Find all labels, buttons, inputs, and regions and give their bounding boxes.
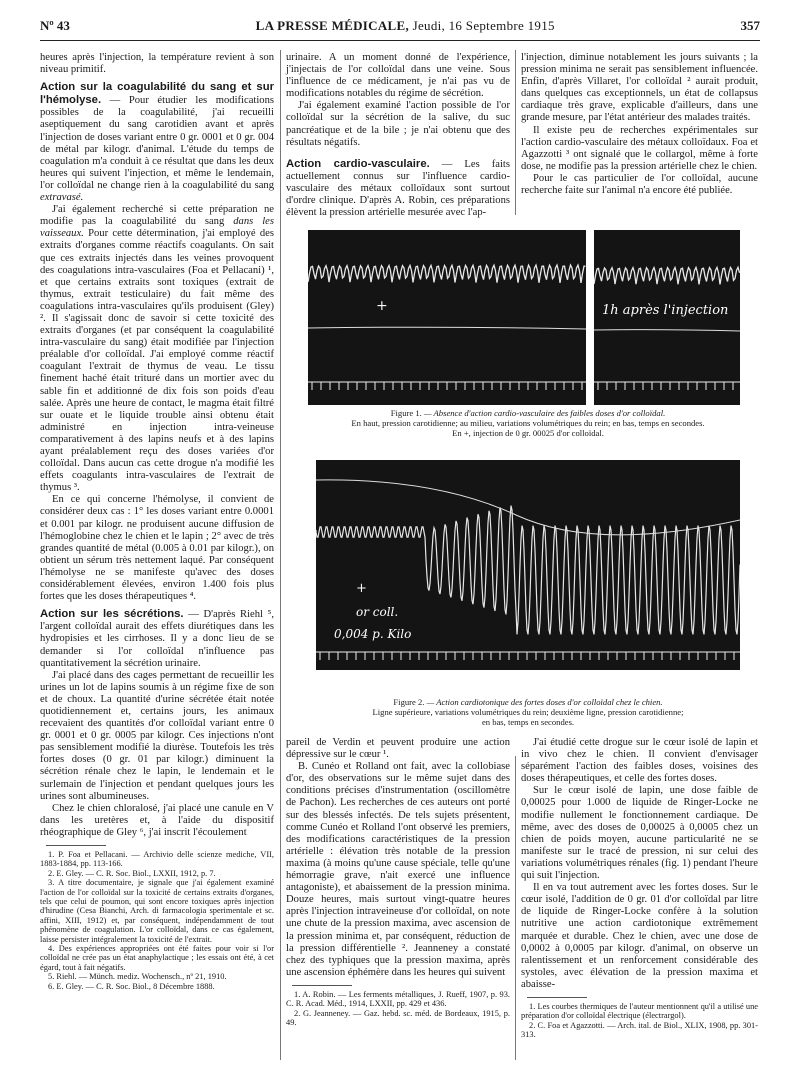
- journal-name: LA PRESSE MÉDICALE,: [255, 18, 410, 33]
- caption-label: Figure 1.: [390, 408, 422, 418]
- caption-title: — Action cardiotonique des fortes doses d'or colloïdal chez le chien.: [426, 697, 663, 707]
- caption-line: En +, injection de 0 gr. 00025 d'or colloïdal.: [452, 428, 604, 438]
- footnote: 1. P. Foa et Pellacani. — Archivio delle scienze mediche, VII, 1883-1884, pp. 113-166.: [40, 850, 274, 869]
- footnote: 1. Les courbes thermiques de l'auteur mentionnent qu'il a utilisé une préparation d'or colloïdal électrique (électrargol).: [521, 1001, 758, 1021]
- paragraph: Chez le chien chloralosé, j'ai placé une canule en V dans les uretères et, à l'aide du dispositif rhéographique de Gley ⁶, j'ai inscrit l'écoulement: [40, 802, 274, 838]
- column-divider: [515, 50, 516, 215]
- paragraph: heures après l'injection, la température revient à son niveau primitif.: [40, 52, 274, 76]
- paragraph-text: — Les faits actuellement connus sur l'influence cardio-vasculaire des métaux colloïdaux sont surtout d'ordre clinique. D'après A. Robin, ces préparations élèvent la pression artérielle mesurée avec l'ap-: [286, 158, 510, 219]
- injection-marker: +: [376, 298, 388, 314]
- section-heading: Action sur la coagulabilité du sang et sur l'hémolyse.: [40, 81, 274, 107]
- paragraph: [40, 608, 274, 669]
- paragraph-text: — D'après Riehl ⁵, l'argent colloïdal aurait des effets diurétiques dans les hydropisies et les cirrhoses. Il y a donc lieu de se demander si l'or colloïdal n'influence pas quantitativement la sécrétion urinaire.: [40, 609, 275, 669]
- kymograph-trace: [594, 230, 740, 405]
- paragraph: Pour le cas particulier de l'or colloïdal, aucune recherche faite sur l'animal n'a encore été publiée.: [521, 172, 758, 197]
- column-divider: [280, 50, 281, 1060]
- section-heading: Action sur les sécrétions.: [40, 608, 184, 621]
- figure-1-trace-right: [594, 230, 740, 405]
- footnote: 2. G. Jeanneney. — Gaz. hebd. sc. méd. de Bordeaux, 1915, p. 49.: [286, 1008, 510, 1028]
- footnotes: [521, 1002, 758, 1040]
- footnote: 5. Riehl. — Münch. mediz. Wochensch., nº 21, 1910.: [48, 972, 227, 982]
- paragraph: pareil de Verdin et peuvent produire une action dépressive sur le cœur ¹.: [286, 737, 510, 761]
- section-heading: Action cardio-vasculaire.: [286, 157, 430, 170]
- caption-line: En haut, pression carotidienne; au milieu, variations volumétriques du rein; en bas, temps en secondes.: [351, 418, 705, 428]
- figure-2-trace: [316, 460, 740, 670]
- figure-1-caption: [300, 408, 756, 438]
- paragraph: [40, 204, 274, 494]
- column-divider: [515, 756, 516, 1060]
- footnote: 6. E. Gley. — C. R. Soc. Biol., 8 Décembre 1888.: [48, 981, 215, 991]
- figure-annotation: 1h après l'injection: [602, 303, 729, 318]
- paragraph: J'ai également examiné l'action possible de l'or colloïdal sur la sécrétion de la salive, du suc pancréatique et de la bile ; je n'ai obtenu que des résultats négatifs.: [286, 100, 510, 148]
- injection-marker: +: [356, 581, 367, 596]
- issue-date: Jeudi, 16 Septembre 1915: [412, 18, 555, 33]
- italic-text: extravasé.: [40, 192, 84, 204]
- column-3-lower: [521, 737, 758, 1040]
- figure-annotation: or coll.: [356, 605, 399, 619]
- paragraph-text: Pour cette détermination, j'ai employé des extraits d'organes comme réactifs coagulants. On sait que ces extraits injectés dans les veines provoquent des coagulations intra-vasculaires (Foa et Pellacani) ¹, et que certains extraits sont toxiques (extrait de thymus, extrait testiculaire) du fait même des coagulations intra-vasculaires qu'ils produisent (Gley) ². Il s'agissait donc de savoir si cette toxicité des extraits d'organes (et par conséquent la coagulabilité intra-vasculaire du sang) était modifiée par l'injection préalable d'or colloïdal. J'ai employé comme réactif coagulant l'extrait de thymus de veau. Le tissu finement haché était trituré dans un mortier avec du sable fin et additionné de dix fois son poids d'eau salée. Après une heure de contact, le magma était filtré sur ouate et le liquide trouble ainsi obtenu était administré en injection intra-veineuse comparativement à des lapins neufs et à des lapins ayant préalablement reçu des doses variées d'or colloïdal. Dans aucun cas cette drogue n'a modifié les effets coagulants intra-vasculaires de l'extrait de thymus ³.: [40, 228, 274, 494]
- footnote: 2. C. Foa et Agazzotti. — Arch. ital. de Biol., XLIX, 1908, pp. 301-313.: [521, 1020, 758, 1040]
- footnote: 1. A. Robin. — Les ferments métalliques, J. Rueff, 1907, p. 93. C. R. Acad. Méd., 1914, LXXII, pp. 429 et 436.: [286, 989, 510, 1009]
- figure-2-caption: [300, 697, 756, 727]
- paragraph: [286, 158, 510, 219]
- figure-1-trace-left: [308, 230, 586, 405]
- caption-title: — Absence d'action cardio-vasculaire des faibles doses d'or colloïdal.: [423, 408, 666, 418]
- column-2-lower: [286, 737, 510, 1028]
- paragraph-text: — Pour étudier les modifications possibles de la coagulabilité, j'ai recueilli aseptiquement du sang carotidien avant et après l'injection de doses variant entre 0 gr. 0001 et 0 gr. 004 de métal par kilogr. d'animal. L'étude du temps de coagulation m'a conduit à ce résultat que dans les deux heures qui suivent l'injection, et même le lendemain, l'or colloïdal ne change rien à la coagulabilité du sang: [40, 95, 274, 191]
- kymograph-trace: [308, 230, 586, 405]
- footnote: 2. E. Gley. — C. R. Soc. Biol., LXXII, 1912, p. 7.: [48, 868, 216, 878]
- paragraph: B. Cunéo et Rolland ont fait, avec la collobiase d'or, des observations sur le même sujet dans des conditions précises d'instrumentation (oscillomètre de Pachon). Les recherches de ces auteurs ont porté sur des blessés infectés. De tels sujets présentent, comme Cunéo et Rolland l'ont observé les premiers, des modifications caractéristiques de la pression artérielle : élévation très notable de la pression maxima (à moins qu'une cause spéciale, telle qu'une hémorragie grave, n'ait exercé une influence antagoniste), et abaissement de la pression minima. Douze heures, mais surtout vingt-quatre heures après l'injection intraveineuse d'or colloïdal, on note une chute de la pression maxima, avec ascension de la pression minima et, par conséquent, réduction de la pression différentielle ². Jeanneney a constaté chez des typhiques que la pression maxima, après une ascension éphémère dans les heures qui suivent: [286, 761, 510, 978]
- italic-text: dans les vaisseaux.: [40, 216, 274, 240]
- paragraph: Il existe peu de recherches expérimentales sur l'action cardio-vasculaire des métaux colloïdaux. Foa et Agazzotti ³ ont signalé que le collargol, même à forte dose, ne modifie pas la pression artérielle chez le chien.: [521, 124, 758, 172]
- footnote-rule: [292, 985, 352, 986]
- footnote: 3. A titre documentaire, je signale que j'ai également examiné l'action de l'or colloïdal sur la toxicité de certains extraits d'organes, tels que celui de poumon, qui sont encore toxiques après injection d'hirudine (Cesa Bianchi, Arch. di farmacologia sperimentale et sc. affini, XIII, 1912) et, par conséquent, indépendamment de tout phénomène de coagulation. L'or colloïdal, dans ce cas également, laisse persister intégralement la toxicité de l'extrait.: [40, 878, 274, 944]
- footnote-rule: [527, 997, 587, 998]
- footnotes: [40, 850, 274, 991]
- kymograph-trace: [316, 460, 740, 670]
- paragraph: J'ai placé dans des cages permettant de recueillir les urines un lot de lapins soumis à un régime fixe de son et de choux. La quantité d'urine sécrétée était notée quotidiennement et, certains jours, les animaux recevaient des quantités d'or colloïdal variant entre 0 gr. 0001 et 0 gr. 0005 par kilogr. Ces injections n'ont pas sensiblement modifié la diurèse. Toutefois les très fortes doses (0 gr. 01 par kilogr.) diminuent la sécrétion rénale chez le lapin, le lendemain et le surlemain de l'injection et pendant quelques jours les urines sont albumineuses.: [40, 669, 274, 802]
- footnotes: [286, 990, 510, 1028]
- paragraph: [40, 81, 274, 204]
- figure-annotation: 0,004 p. Kilo: [334, 627, 412, 641]
- journal-title: [256, 18, 555, 34]
- paragraph: Sur le cœur isolé de lapin, une dose faible de 0,00025 pour 1.000 de liquide de Ringer-Locke ne modifie nullement le fonctionnement cardiaque. De même, avec des doses de 0,00025 à 0,0005 chez un chien de poids moyen, aucune particularité ne se manifeste sur le tracé de pression, ni sur celui des variations volumétriques rénales (fig. 1) pendant l'heure qui suit l'injection.: [521, 785, 758, 882]
- column-2: [286, 52, 510, 219]
- running-header: [40, 18, 760, 41]
- paragraph: Il en va tout autrement avec les fortes doses. Sur le cœur isolé, l'addition de 0 gr. 01 d'or colloïdal par litre de liquide de Ringer-Locke confère à la solution nutritive une action cardiotonique extrêmement marquée et durable. Chez le chien, avec une dose de 0,0002 à 0,0005 par kilogr. d'animal, on observe un ralentissement et un renforcement considérable des systoles, avec élévation de la pression maxima et abaisse-: [521, 882, 758, 990]
- issue-number: Nº 43: [40, 18, 70, 33]
- caption-line: en bas, temps en secondes.: [481, 717, 575, 727]
- column-3: [521, 52, 758, 197]
- column-1: [40, 52, 274, 991]
- caption-line: Ligne supérieure, variations volumétriques du rein; deuxième ligne, pression carotidienne;: [372, 707, 684, 717]
- paragraph: J'ai étudié cette drogue sur le cœur isolé de lapin et in vivo chez le chien. Il convient d'envisager séparément l'action des faibles doses, voisines des doses thérapeutiques, et celle des fortes doses.: [521, 737, 758, 785]
- paragraph-text: J'ai également recherché si cette préparation ne modifie pas la coagulabilité du sang: [40, 204, 274, 228]
- page-number: 357: [740, 18, 760, 33]
- footnote-rule: [46, 845, 106, 846]
- paragraph: urinaire. A un moment donné de l'expérience, j'injectais de l'or colloïdal dans une veine. Sous l'influence de ce médicament, je n'ai pas vu de modifications notables du régime de sécrétion.: [286, 52, 510, 100]
- paragraph: l'injection, diminue notablement les jours suivants ; la pression minima ne serait pas sensiblement influencée. Enfin, d'après Villaret, l'or colloïdal ² aurait produit, dans quelques cas exceptionnels, un état de collapsus cardiaque très grave, explicable d'ailleurs, dans une grande mesure, par l'état antérieur des malades traités.: [521, 52, 758, 124]
- footnote: 4. Des expériences appropriées ont été faites pour voir si l'or colloïdal ne crée pas un état anaphylactique ; les essais ont été, à cet égard, tout à fait négatifs.: [40, 944, 274, 972]
- paragraph: En ce qui concerne l'hémolyse, il convient de considérer deux cas : 1° les doses variant entre 0.0001 et 0.001 par kilogr. ne produisent aucune diffusion de l'hémoglobine chez le chien et le lapin ; 2° avec de très grandes quantité de métal (0.005 à 0.01 par kilogr.), on obtient un sérum très nettement laqué. Par conséquent l'hémolyse ne se manifeste qu'avec des doses considérablement élevées, environ 1.400 fois plus fortes que les doses thérapeutiques ⁴.: [40, 494, 274, 603]
- caption-label: Figure 2.: [393, 697, 425, 707]
